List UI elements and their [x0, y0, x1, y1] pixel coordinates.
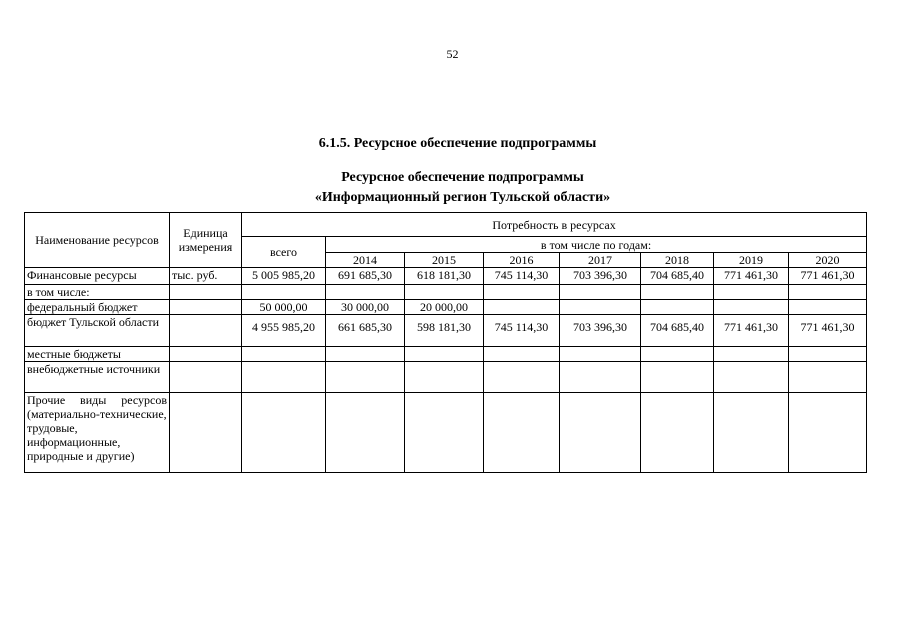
row-value: 661 685,30 [326, 315, 405, 347]
row-unit [170, 315, 242, 347]
row-name: Прочие виды ресурсов (материально-технические, трудовые, информационные, природные и другие) [25, 393, 170, 473]
row-value: 703 396,30 [560, 268, 641, 285]
row-value: 771 461,30 [714, 315, 789, 347]
row-value [560, 285, 641, 300]
row-value: 30 000,00 [326, 300, 405, 315]
header-year: 2014 [326, 253, 405, 268]
table-row [25, 393, 867, 473]
header-year: 2019 [714, 253, 789, 268]
row-value [789, 285, 867, 300]
row-value: 598 181,30 [405, 315, 484, 347]
row-value: 745 114,30 [484, 268, 560, 285]
row-value: 745 114,30 [484, 315, 560, 347]
row-value: 704 685,40 [641, 315, 714, 347]
header-by-years: в том числе по годам: [326, 237, 867, 253]
row-name: в том числе: [25, 285, 170, 300]
page-number: 52 [446, 47, 459, 61]
row-value: 691 685,30 [326, 268, 405, 285]
header-unit: Единица измерения [170, 213, 242, 268]
header-row-1 [25, 213, 867, 237]
row-value [789, 347, 867, 362]
resources-table [24, 212, 867, 473]
row-value [714, 393, 789, 473]
row-total [242, 393, 326, 473]
header-year: 2016 [484, 253, 560, 268]
row-unit [170, 362, 242, 393]
row-value [326, 393, 405, 473]
table-row [25, 347, 867, 362]
row-unit [170, 393, 242, 473]
row-value [789, 300, 867, 315]
table-row [25, 268, 867, 285]
row-name: бюджет Тульской области [25, 315, 170, 347]
row-total [242, 347, 326, 362]
row-value [641, 347, 714, 362]
table-row [25, 300, 867, 315]
row-value [714, 347, 789, 362]
row-value [641, 393, 714, 473]
row-value: 704 685,40 [641, 268, 714, 285]
row-value [641, 362, 714, 393]
row-value [560, 347, 641, 362]
row-value [560, 300, 641, 315]
row-name: местные бюджеты [25, 347, 170, 362]
header-total: всего [242, 237, 326, 268]
row-value [560, 362, 641, 393]
row-name: внебюджетные источники [25, 362, 170, 393]
row-value [484, 393, 560, 473]
row-value: 703 396,30 [560, 315, 641, 347]
row-value [326, 285, 405, 300]
header-year: 2017 [560, 253, 641, 268]
row-value [714, 362, 789, 393]
row-value [405, 362, 484, 393]
row-name: Финансовые ресурсы [25, 268, 170, 285]
row-value: 771 461,30 [714, 268, 789, 285]
table-title [0, 168, 905, 208]
row-value: 771 461,30 [789, 268, 867, 285]
table-row [25, 285, 867, 300]
row-value [484, 285, 560, 300]
table-row [25, 315, 867, 347]
row-unit [170, 300, 242, 315]
row-value [484, 347, 560, 362]
header-name: Наименование ресурсов [25, 213, 170, 268]
row-value [641, 285, 714, 300]
table-row [25, 362, 867, 393]
section-heading: 6.1.5. Ресурсное обеспечение подпрограммы [318, 136, 597, 151]
header-year: 2020 [789, 253, 867, 268]
header-needs: Потребность в ресурсах [242, 213, 867, 237]
row-value [405, 285, 484, 300]
row-total: 4 955 985,20 [242, 315, 326, 347]
row-value [714, 285, 789, 300]
row-total [242, 362, 326, 393]
row-value [641, 300, 714, 315]
row-value: 771 461,30 [789, 315, 867, 347]
row-value [405, 347, 484, 362]
row-unit [170, 285, 242, 300]
row-value [484, 362, 560, 393]
row-value [714, 300, 789, 315]
row-value [484, 300, 560, 315]
row-unit [170, 347, 242, 362]
row-value [789, 362, 867, 393]
row-value [326, 362, 405, 393]
row-name: федеральный бюджет [25, 300, 170, 315]
row-unit: тыс. руб. [170, 268, 242, 285]
header-year: 2015 [405, 253, 484, 268]
table-title-line-2: «Информационный регион Тульской области» [314, 190, 611, 205]
row-value [326, 347, 405, 362]
row-value: 20 000,00 [405, 300, 484, 315]
row-value [789, 393, 867, 473]
row-total: 50 000,00 [242, 300, 326, 315]
header-year: 2018 [641, 253, 714, 268]
row-value: 618 181,30 [405, 268, 484, 285]
row-total: 5 005 985,20 [242, 268, 326, 285]
row-total [242, 285, 326, 300]
table-title-line-1: Ресурсное обеспечение подпрограммы [341, 170, 584, 185]
row-value [405, 393, 484, 473]
row-value [560, 393, 641, 473]
